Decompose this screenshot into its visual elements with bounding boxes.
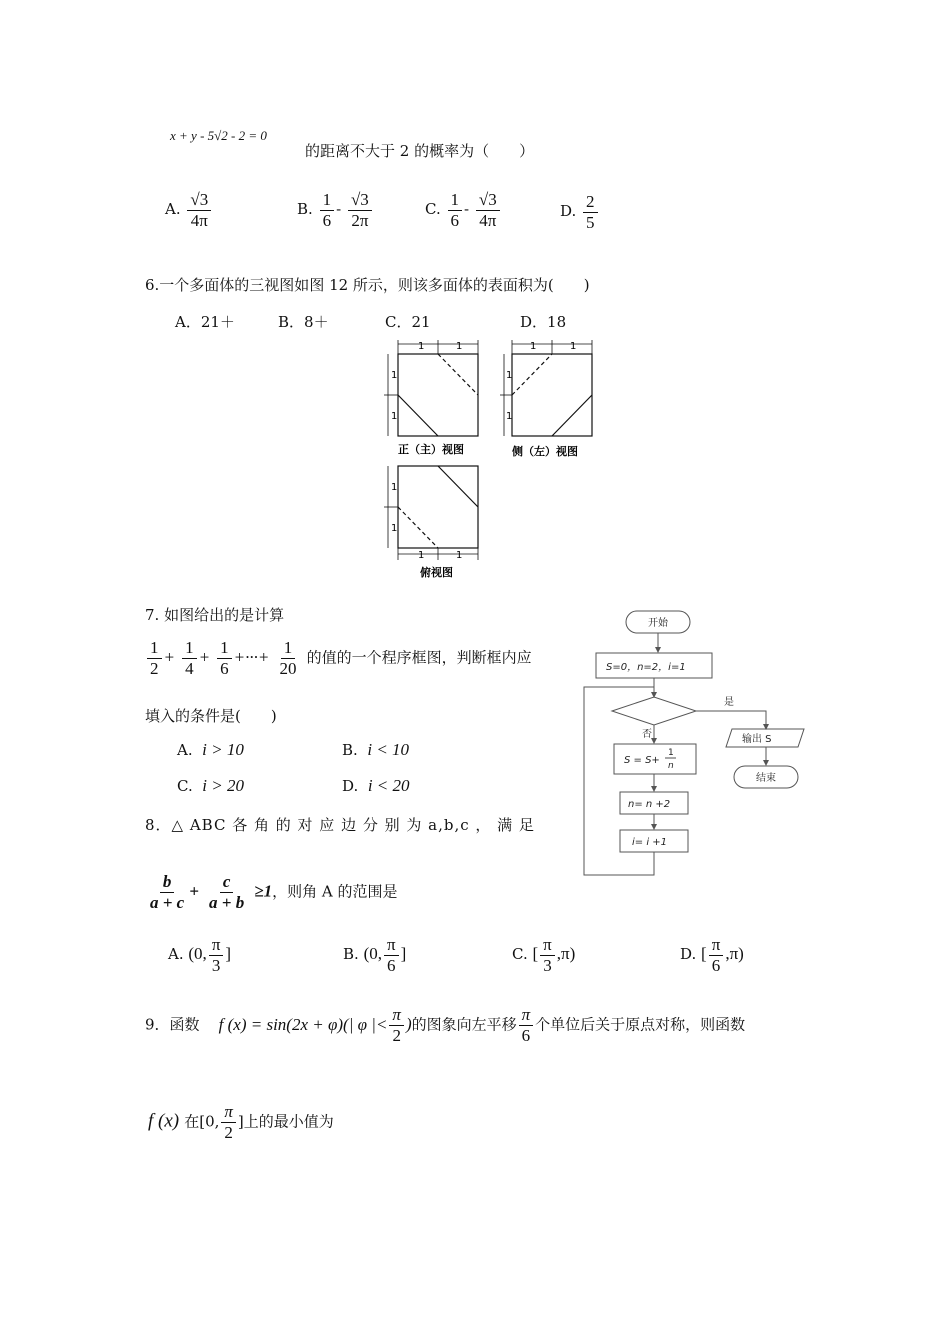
fraction: $\frac{c}{a + b}$: [209, 872, 245, 912]
q7-option-c: C. i > 20: [177, 776, 244, 795]
q7-series: $\frac{1}{2}$ + $\frac{1}{4}$ + $\frac{1}{6}$ +···+ $\frac{1}{20}$ 的值的一个程序框图，判断框内应: [145, 638, 532, 678]
fraction: $\frac{\pi}{3}$: [209, 935, 224, 975]
q6-stem: 6.一个多面体的三视图如图 12 所示，则该多面体的表面积为( ): [145, 276, 590, 294]
q5-option-d: [560, 192, 600, 232]
flow-update-n-label: n= n +2: [628, 799, 671, 810]
fraction: $\frac{1}{6}$: [320, 190, 335, 230]
q5-question-text: 的距离不大于 2 的概率为（ ）: [305, 142, 535, 160]
q6-option-b: B．8＋: [278, 313, 329, 331]
flow-update-s-label: S = S+: [624, 755, 660, 766]
flow-end-label: 结束: [756, 773, 776, 784]
dim-label: 1: [456, 341, 463, 352]
q8-condition: $\frac{b}{a + c}$ + $\frac{c}{a + b}$ ≥1，则角 A 的范围是: [145, 872, 398, 912]
side-view: [500, 340, 592, 436]
q7-option-d: D. i < 20: [342, 776, 410, 795]
q5-option-a: [165, 190, 213, 230]
q7-stem-line3: 填入的条件是( ): [145, 707, 277, 725]
fraction: $\frac{1}{6}$: [217, 638, 232, 678]
dim-label: 1: [391, 370, 398, 381]
q7-option-a: A. i > 10: [177, 740, 244, 759]
fraction: $\frac{√3}{4\pi}$: [476, 190, 500, 230]
fraction: $\frac{1}{6}$: [448, 190, 463, 230]
fraction: $\frac{b}{a + c}$: [150, 872, 185, 912]
flow-decision: [612, 697, 696, 725]
dim-label: 1: [456, 550, 463, 561]
fraction: $\frac{\pi}{3}$: [540, 935, 555, 975]
flow-init-label: S=0，n=2，i=1: [606, 662, 686, 673]
q9-mid: 的图象向左平移: [411, 1015, 517, 1034]
q9-tail: 个单位后关于原点对称，则函数: [535, 1015, 746, 1034]
q7-option-b: B. i < 10: [342, 740, 410, 759]
fraction: $\frac{√3}{4\pi}$: [187, 190, 211, 230]
fraction: $\frac{\pi}{2}$: [389, 1005, 404, 1045]
three-views-figure: [380, 338, 600, 584]
option-label: D.: [560, 202, 577, 221]
q9-stem: 9．函数 f (x) = sin(2x + φ)(| φ |< $\frac{\pi}{2}$ )的图象向左平移 $\frac{\pi}{6}$ 个单位后关于原点对称，则函数: [145, 1005, 746, 1045]
option-label: B.: [297, 200, 313, 219]
fraction: $\frac{\pi}{6}$: [384, 935, 399, 975]
top-view-caption: 俯视图: [420, 566, 453, 579]
q8-option-d: D. [ $\frac{\pi}{6}$ ,π): [680, 935, 744, 975]
q9-label: 9．函数: [145, 1015, 200, 1034]
q5-option-b: B. $\frac{1}{6}$ - $\frac{√3}{2\pi}$: [297, 190, 374, 230]
fraction: $\frac{1}{4}$: [182, 638, 197, 678]
fraction: $\frac{1}{2}$: [147, 638, 162, 678]
q6-option-c: C．21: [385, 313, 431, 331]
dim-label: 1: [530, 341, 537, 352]
fraction: $\frac{\pi}{2}$: [221, 1102, 236, 1142]
flow-no-label: 否: [642, 729, 652, 740]
q5-line-equation: x + y - 5√2 - 2 = 0: [170, 128, 267, 143]
fraction: $\frac{1}{20}$: [279, 638, 297, 678]
side-view-caption: 侧（左）视图: [512, 445, 578, 458]
option-label: C.: [425, 200, 441, 219]
fraction: $\frac{\pi}{6}$: [709, 935, 724, 975]
flowchart: [582, 605, 812, 877]
q8-tail: ，则角 A 的范围是: [272, 882, 398, 901]
q8-stem: 8．△ ABC 各 角 的 对 应 边 分 别 为 a,b,c ， 满 足: [145, 816, 535, 834]
top-view: [384, 466, 478, 560]
q5-option-c: C. $\frac{1}{6}$ - $\frac{√3}{4\pi}$: [425, 190, 502, 230]
q7-stem: 7. 如图给出的是计算: [145, 606, 285, 624]
q6-option-a: A．21＋: [175, 313, 235, 331]
flow-update-i-label: i= i +1: [632, 837, 668, 848]
q9-line2: f (x) 在[0, $\frac{\pi}{2}$ ]上的最小值为: [148, 1102, 334, 1142]
flow-frac-num: 1: [668, 748, 674, 758]
flow-start-label: 开始: [648, 618, 668, 629]
dim-label: 1: [391, 523, 398, 534]
flow-frac-den: n: [668, 761, 674, 771]
fraction: $\frac{√3}{2\pi}$: [348, 190, 372, 230]
dim-label: 1: [418, 550, 425, 561]
dim-label: 1: [391, 411, 398, 422]
option-label: A.: [165, 200, 181, 219]
front-view: [384, 340, 478, 436]
front-view-caption: 正（主）视图: [398, 443, 464, 456]
dim-label: 1: [506, 411, 513, 422]
q8-option-b: B. (0, $\frac{\pi}{6}$ ]: [343, 935, 407, 975]
q6-option-d: D．18: [520, 313, 567, 331]
dim-label: 1: [391, 482, 398, 493]
flow-yes-label: 是: [724, 697, 734, 708]
q7-stem-cont: 的值的一个程序框图，判断框内应: [306, 648, 532, 667]
fraction: $\frac{2}{5}$: [583, 192, 598, 232]
flow-output-label: 输出 S: [742, 734, 772, 745]
q8-option-a: A. (0, $\frac{\pi}{3}$ ]: [168, 935, 232, 975]
q8-option-c: C. [ $\frac{\pi}{3}$ ,π): [512, 935, 576, 975]
dim-label: 1: [418, 341, 425, 352]
q9-function: f (x) = sin(2x + φ)(| φ |<: [218, 1014, 388, 1034]
fraction: $\frac{\pi}{6}$: [519, 1005, 534, 1045]
dim-label: 1: [506, 370, 513, 381]
dim-label: 1: [570, 341, 577, 352]
